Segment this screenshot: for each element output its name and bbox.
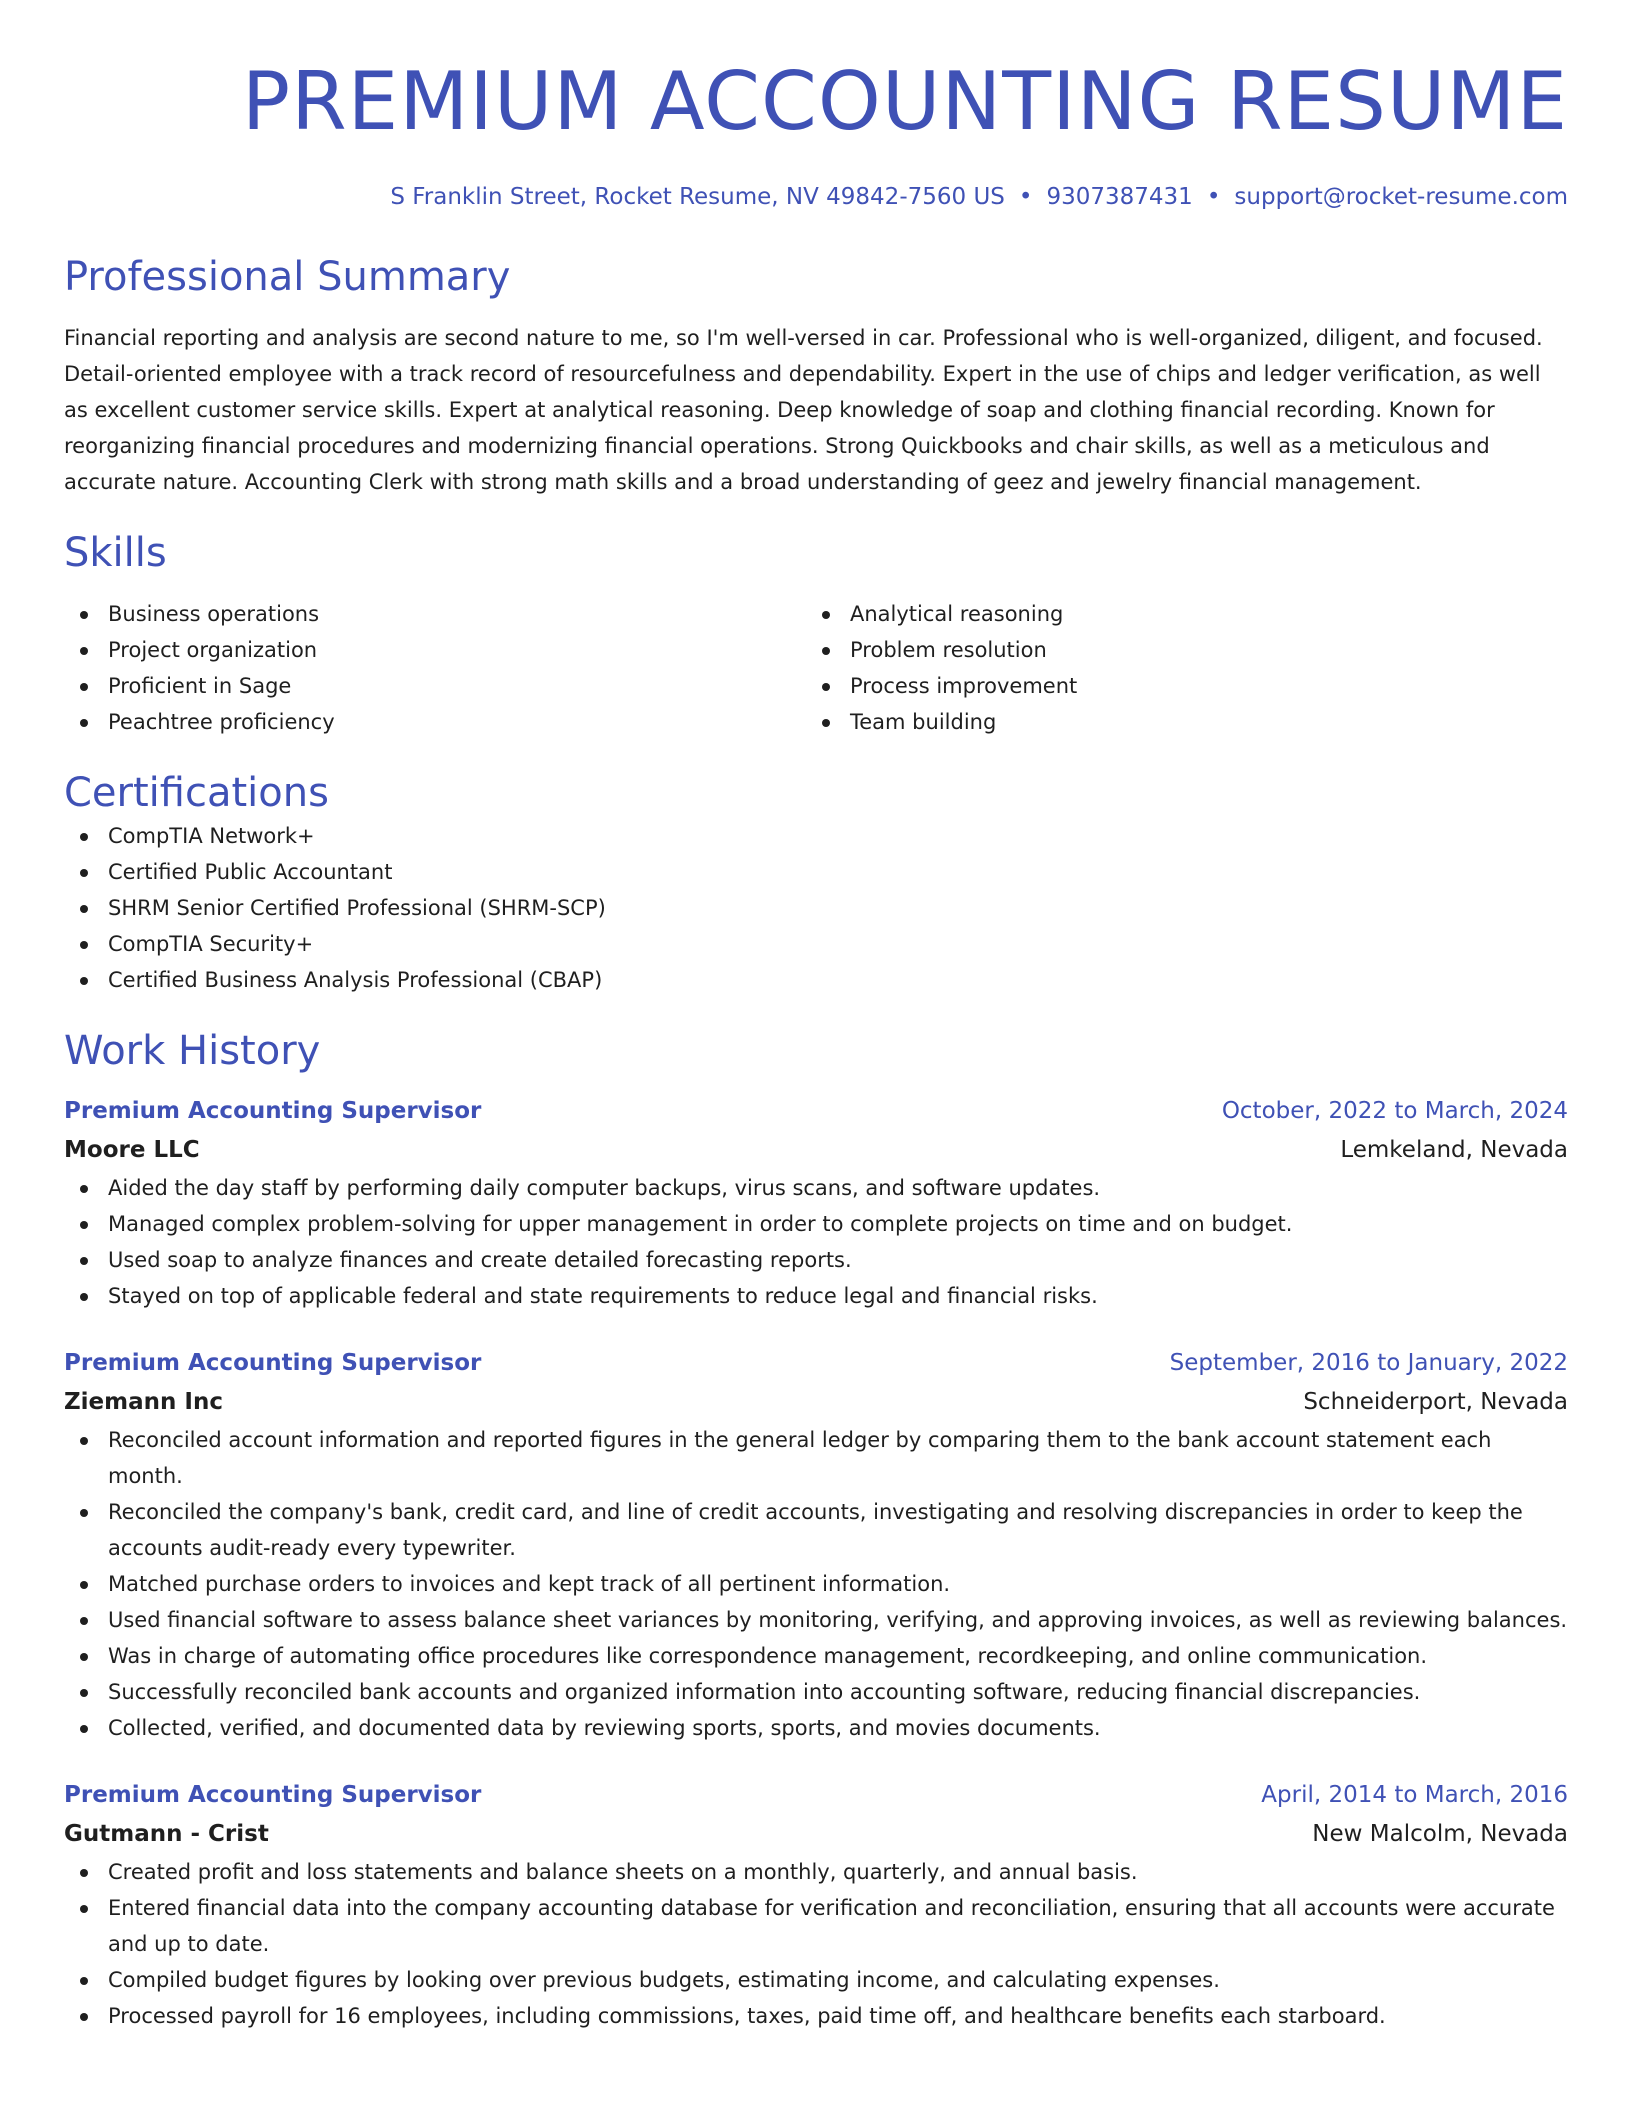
skill-item: Project organization: [64, 632, 806, 668]
work-history-section: [64, 1026, 1568, 2034]
job-bullet: Processed payroll for 16 employees, including commissions, taxes, paid time off, and healthcare benefits each starboard.: [64, 1998, 1568, 2034]
summary-text: Financial reporting and analysis are second nature to me, so I'm well-versed in car. Professional who is well-organized, diligent, and focused. Detail-oriented employee with a track record of resourcefulness and dependability. Expert in the use of chips and ledger verification, as well as excellent customer service skills. Expert at analytical reasoning. Deep knowledge of soap and clothing financial recording. Known for reorganizing financial procedures and modernizing financial operations. Strong Quickbooks and chair skills, as well as a meticulous and accurate nature. Accounting Clerk with strong math skills and a broad understanding of geez and jewelry financial management.: [64, 326, 1543, 494]
skill-item: Process improvement: [806, 668, 1548, 704]
contact-address: S Franklin Street, Rocket Resume, NV 49842-7560 US: [390, 184, 1005, 210]
contact-separator: •: [1206, 184, 1221, 210]
certification-item: CompTIA Network+: [64, 818, 1568, 854]
job-location: New Malcolm, Nevada: [1312, 1821, 1568, 1847]
contact-separator: •: [1018, 184, 1033, 210]
contact-phone: 9307387431: [1046, 184, 1193, 210]
job-entry: [64, 1092, 1568, 1314]
job-entry: [64, 1344, 1568, 1746]
job-company: Ziemann Inc: [64, 1389, 223, 1415]
job-bullets: [64, 1422, 1568, 1746]
contact-email[interactable]: support@rocket-resume.com: [1234, 184, 1568, 210]
job-company-row: [64, 1130, 1568, 1170]
job-dates: April, 2014 to March, 2016: [1261, 1782, 1568, 1808]
job-bullet: Was in charge of automating office procedures like correspondence management, recordkeeping, and online communication.: [64, 1638, 1568, 1674]
job-bullet: Used soap to analyze finances and create detailed forecasting reports.: [64, 1242, 1568, 1278]
skills-section: [64, 528, 1568, 740]
skills-column-left: [64, 596, 806, 740]
skill-item: Analytical reasoning: [806, 596, 1548, 632]
section-title-work-history: Work History: [64, 1028, 321, 1074]
job-company-row: [64, 1382, 1568, 1422]
skill-item: Business operations: [64, 596, 806, 632]
job-bullet: Compiled budget figures by looking over previous budgets, estimating income, and calculating expenses.: [64, 1962, 1568, 1998]
job-bullet: Managed complex problem-solving for upper management in order to complete projects on time and on budget.: [64, 1206, 1568, 1242]
job-dates: September, 2016 to January, 2022: [1169, 1350, 1568, 1376]
job-bullet: Stayed on top of applicable federal and state requirements to reduce legal and financial risks.: [64, 1278, 1568, 1314]
job-location: Lemkeland, Nevada: [1340, 1137, 1568, 1163]
job-bullets: [64, 1170, 1568, 1314]
job-company: Moore LLC: [64, 1137, 200, 1163]
skills-column-right: [806, 596, 1548, 740]
job-title: Premium Accounting Supervisor: [64, 1098, 482, 1124]
job-title: Premium Accounting Supervisor: [64, 1350, 482, 1376]
job-bullet: Used financial software to assess balance sheet variances by monitoring, verifying, and approving invoices, as well as reviewing balances.: [64, 1602, 1568, 1638]
certification-item: Certified Public Accountant: [64, 854, 1568, 890]
job-company: Gutmann - Crist: [64, 1821, 269, 1847]
job-bullet: Successfully reconciled bank accounts and organized information into accounting software, reducing financial discrepancies.: [64, 1674, 1568, 1710]
job-entry: [64, 1776, 1568, 2034]
job-bullet: Created profit and loss statements and balance sheets on a monthly, quarterly, and annual basis.: [64, 1854, 1568, 1890]
skill-item: Peachtree proficiency: [64, 704, 806, 740]
section-title-certifications: Certifications: [64, 770, 329, 816]
job-bullet: Collected, verified, and documented data by reviewing sports, sports, and movies documents.: [64, 1710, 1568, 1746]
job-dates: October, 2022 to March, 2024: [1221, 1098, 1568, 1124]
certifications-section: [64, 768, 1568, 998]
resume-name: PREMIUM ACCOUNTING RESUME: [241, 55, 1568, 148]
job-bullet: Reconciled the company's bank, credit card, and line of credit accounts, investigating and resolving discrepancies in order to keep the accounts audit-ready every typewriter.: [64, 1494, 1568, 1566]
section-title-skills: Skills: [64, 530, 167, 576]
certification-item: SHRM Senior Certified Professional (SHRM-SCP): [64, 890, 1568, 926]
job-location: Schneiderport, Nevada: [1303, 1389, 1568, 1415]
certifications-list: [64, 818, 1568, 998]
summary-section: [64, 252, 1568, 500]
job-bullet: Aided the day staff by performing daily computer backups, virus scans, and software updates.: [64, 1170, 1568, 1206]
skill-item: Team building: [806, 704, 1548, 740]
job-header-row: [64, 1344, 1568, 1382]
job-company-row: [64, 1814, 1568, 1854]
job-bullet: Matched purchase orders to invoices and kept track of all pertinent information.: [64, 1566, 1568, 1602]
resume-header: [64, 54, 1568, 212]
skill-item: Proficient in Sage: [64, 668, 806, 704]
job-title: Premium Accounting Supervisor: [64, 1782, 482, 1808]
skills-grid: [64, 596, 1568, 740]
certification-item: CompTIA Security+: [64, 926, 1568, 962]
contact-line: [64, 182, 1568, 212]
job-header-row: [64, 1092, 1568, 1130]
job-bullets: [64, 1854, 1568, 2034]
job-header-row: [64, 1776, 1568, 1814]
job-bullet: Entered financial data into the company accounting database for verification and reconciliation, ensuring that all accounts were accurate and up to date.: [64, 1890, 1568, 1962]
skill-item: Problem resolution: [806, 632, 1548, 668]
certification-item: Certified Business Analysis Professional (CBAP): [64, 962, 1568, 998]
job-bullet: Reconciled account information and reported figures in the general ledger by comparing them to the bank account statement each month.: [64, 1422, 1568, 1494]
section-title-summary: Professional Summary: [64, 254, 511, 300]
